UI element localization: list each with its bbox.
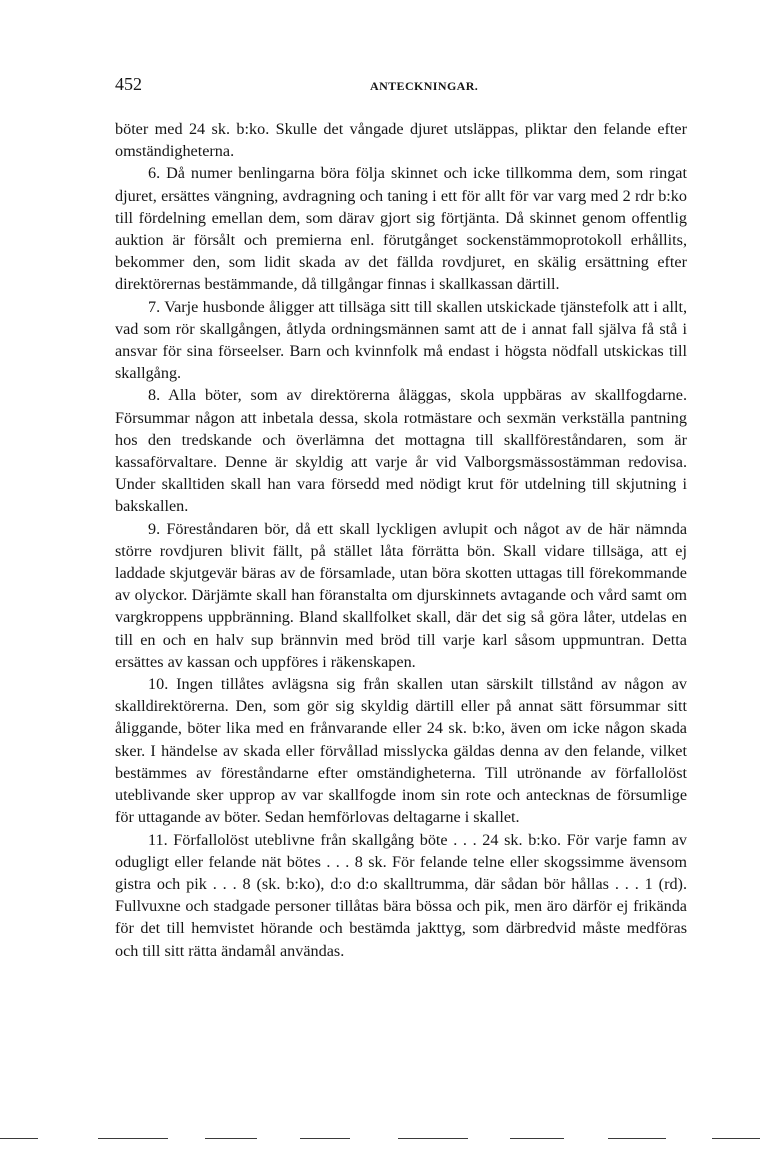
- footer-rule-segment: [300, 1138, 350, 1139]
- paragraph-section-8: 8. Alla böter, som av direktörerna åläggas, skola uppbäras av skallfogdarne. Försummar någon att inbetala dessa, skola rotmästare och sexmän verkställa pantning hos den tredskande och överlämna det mottagna till skallföreståndaren, som är kassaförvaltare. Denne är skyldig att varje år vid Valborgsmässostämman redovisa. Under skalltiden skall han vara försedd med nödigt krut för utdelning till skjutning i bakskallen.: [115, 386, 687, 516]
- paragraph-section-10: 10. Ingen tillåtes avlägsna sig från skallen utan särskilt tillstånd av någon av skalldirektörerna. Den, som gör sig skyldig därtill eller på annat sätt försummar sitt åliggande, böter lika med en frånvarande eller 24 sk. b:ko, även om icke någon skada sker. I händelse av skada eller förvållad misslycka gäldas denna av den felande, vilket bestämmes av föreståndarne efter omständigheterna. Till utrönande av förfallolöst uteblivande sker upprop av var skallfogde inom sin rote och antecknas de försumlige för uttagande av böter. Sedan hemförlovas deltagarne i skallet.: [115, 675, 687, 827]
- footer-rule-segment: [608, 1138, 666, 1139]
- footer-rule-segment: [510, 1138, 564, 1139]
- paragraph-section-7: 7. Varje husbonde åligger att tillsäga sitt till skallen utskickade tjänstefolk att i allt, vad som rör skallgången, åtlyda ordningsmännen samt att de i annat fall själva få stå i ansvar för sina förseelser. Barn och kvinnfolk må endast i högsta nödfall utskickas till skallgång.: [115, 297, 687, 383]
- footer-rule-segment: [712, 1138, 760, 1139]
- page-header: [115, 74, 687, 100]
- page-number: 452: [115, 74, 142, 94]
- paragraph-section-9: 9. Föreståndaren bör, då ett skall lyckligen avlupit och något av de här nämnda större rovdjuren blivit fällt, på stället låta förrätta bön. Skall vidare tillsäga, att ej laddade skjutgevär bäras av de församlade, utan böra skotten uttagas till förekommande av olyckor. Därjämte skall han föranstalta om djurskinnets avtagande och vård samt om vargkroppens uppbränning. Bland skallfolket skall, där det sig så göra låter, utdelas en till en och en halv sup brännvin med bröd till varje karl såsom uppmuntran. Detta ersättes av kassan och uppföres i räkenskapen.: [115, 519, 687, 671]
- paragraph-continuation: böter med 24 sk. b:ko. Skulle det vångade djuret utsläppas, pliktar den felande efter omständigheterna.: [115, 120, 687, 161]
- body-text: [115, 118, 687, 962]
- paragraph-section-6: 6. Då numer benlingarna böra följa skinnet och icke tillkomma dem, som ringat djuret, ersättes vängning, avdragning och taning i ett för allt för var varg med 2 rdr b:ko till fördelning emellan dem, som därav gjort sig förtjänta. Då skinnet genom offentlig auktion är försålt och premierna enl. förutgånget sockenstämmoprotokoll erhållits, bekommer den, som lidit skada av det fällda rovdjuret, en skälig ersättning efter direktörernas bestämmande, då tillgångar finnas i skallkassan därtill.: [115, 164, 687, 294]
- footer-rule-segment: [398, 1138, 468, 1139]
- paragraph-section-11: 11. Förfallolöst uteblivne från skallgång böte . . . 24 sk. b:ko. För varje famn av odugligt eller felande nät bötes . . . 8 sk. För felande telne eller skogssimme ävensom gistra och pik . . . 8 (sk. b:ko), d:o d:o skalltrumma, där sådan bör hållas . . . 1 (rd). Fullvuxne och stadgade personer tillåtas bära bössa och pik, men äro därför ej frikända för det till hemvistet hörande och bestämda jakttyg, som därbredvid måste medföras och till sitt rätta ändamål användas.: [115, 830, 687, 960]
- footer-rule-segment: [205, 1138, 257, 1139]
- footer-rule-segment: [0, 1138, 38, 1139]
- footer-rule-segment: [98, 1138, 168, 1139]
- running-head: ANTECKNINGAR.: [370, 79, 479, 93]
